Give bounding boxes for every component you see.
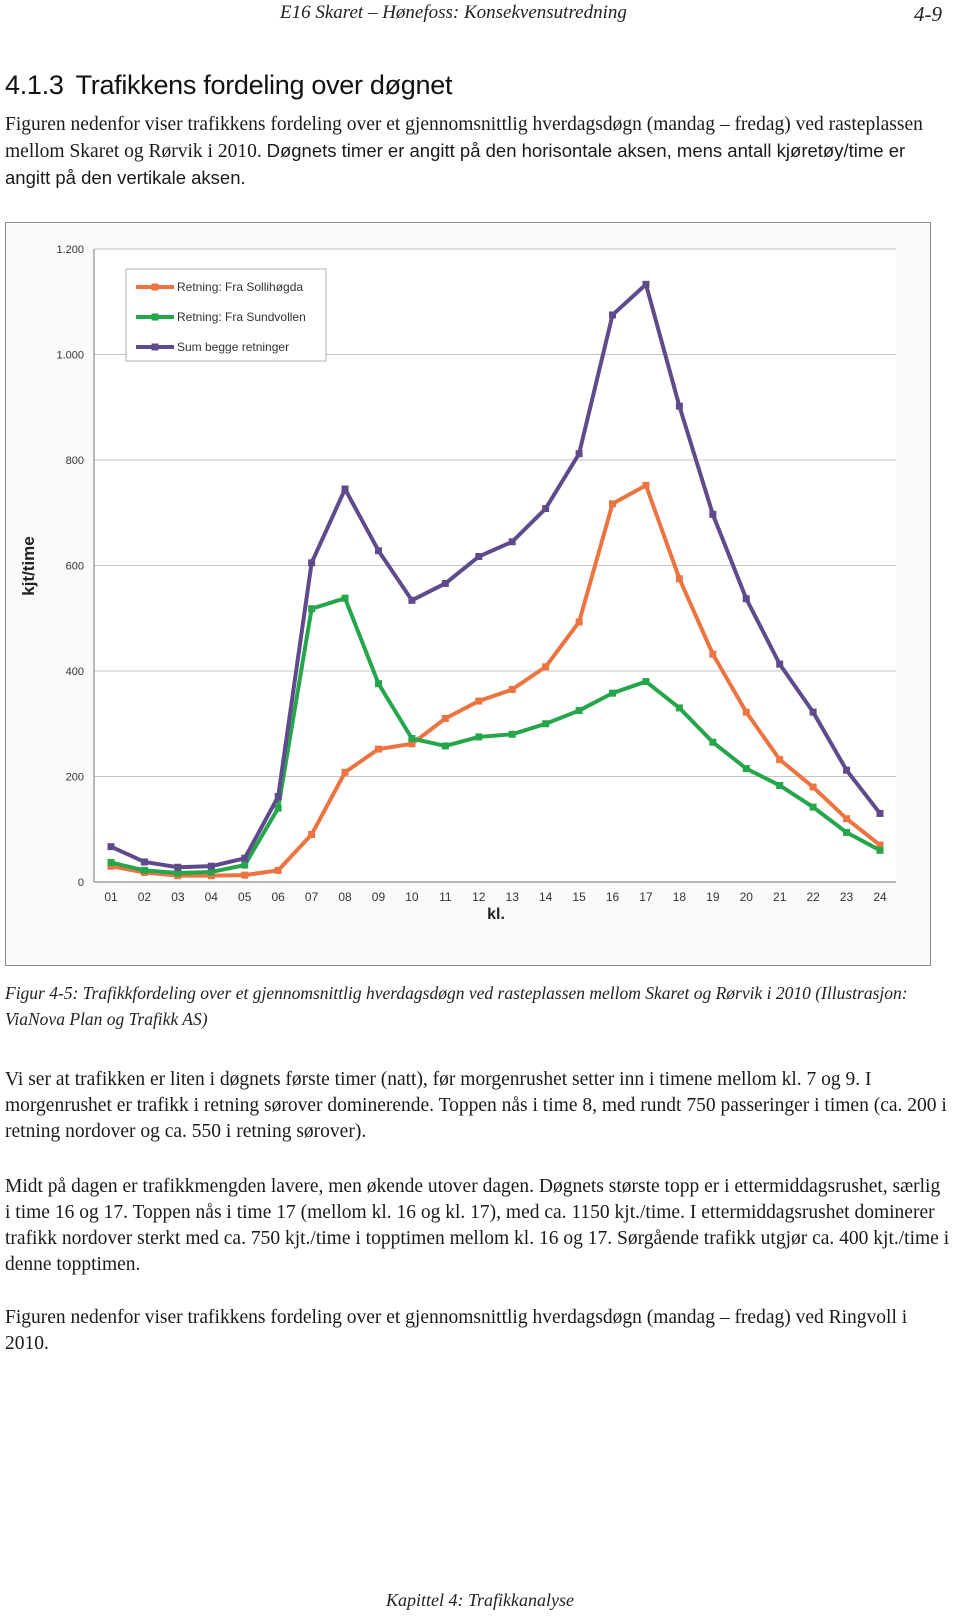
data-point — [642, 482, 649, 489]
intro-text-2: Døgnets timer er angitt på den horisontale aksen, mens antall kjøretøy/time er angitt på den vertikale aksen. — [5, 140, 906, 188]
data-point — [509, 686, 516, 693]
legend-label: Retning: Fra Sundvollen — [177, 310, 306, 324]
legend-label: Sum begge retninger — [177, 340, 290, 354]
data-point — [676, 704, 683, 711]
x-tick-label: 18 — [672, 890, 687, 904]
data-point — [275, 867, 282, 874]
page-number: 4-9 — [914, 2, 942, 26]
data-point — [408, 597, 415, 604]
data-point — [843, 767, 850, 774]
data-point — [709, 651, 716, 658]
data-point — [843, 829, 850, 836]
data-point — [709, 511, 716, 518]
data-point — [810, 804, 817, 811]
data-point — [509, 731, 516, 738]
data-point — [375, 746, 382, 753]
data-point — [442, 715, 449, 722]
x-tick-label: 15 — [572, 890, 586, 904]
x-tick-label: 12 — [472, 890, 486, 904]
data-point — [241, 855, 248, 862]
y-tick-label: 600 — [65, 560, 84, 573]
y-tick-label: 1.000 — [56, 349, 84, 362]
data-point — [576, 450, 583, 457]
x-tick-label: 24 — [873, 890, 887, 904]
data-point — [743, 709, 750, 716]
data-point — [776, 661, 783, 668]
data-point — [275, 805, 282, 812]
section-title: Trafikkens fordeling over døgnet — [75, 70, 453, 100]
data-point — [342, 486, 349, 493]
body-paragraph-1: Vi ser at trafikken er liten i døgnets første timer (natt), før morgenrushet setter inn i timene mellom kl. 7 og 9. I morgenrushet er trafikk i retning sørover dominerende. Toppen nås i time 8, med rundt 750 passeringer i timen (ca. 200 i retning nordover og ca. 550 i retning sørover). — [5, 1069, 947, 1142]
data-point — [743, 765, 750, 772]
data-point — [208, 863, 215, 870]
legend-marker — [152, 284, 159, 291]
y-tick-label: 1.200 — [56, 244, 84, 256]
data-point — [810, 784, 817, 791]
data-point — [810, 709, 817, 716]
y-tick-label: 0 — [77, 877, 84, 889]
x-tick-label: 21 — [773, 890, 787, 904]
x-tick-label: 23 — [839, 890, 854, 904]
data-point — [141, 858, 148, 865]
x-axis-label: kl. — [487, 906, 505, 923]
legend-label: Retning: Fra Sollihøgda — [177, 280, 304, 294]
data-point — [308, 605, 315, 612]
x-tick-label: 09 — [371, 890, 386, 904]
data-point — [542, 505, 549, 512]
data-point — [576, 707, 583, 714]
x-tick-label: 22 — [806, 890, 820, 904]
x-tick-label: 06 — [271, 890, 285, 904]
legend-marker — [152, 314, 159, 321]
traffic-chart — [5, 222, 931, 966]
figure-caption: Figur 4-5: Trafikkfordeling over et gjennomsnittlig hverdagsdøgn ved rasteplassen mellom Skaret og Rørvik i 2010 (Illustrasjon: ViaNova Plan og Trafikk AS) — [5, 983, 908, 1029]
body-paragraph-3: Figuren nedenfor viser trafikkens fordeling over et gjennomsnittlig hverdagsdøgn (mandag – fredag) ved Ringvoll i 2010. — [5, 1307, 908, 1354]
data-point — [676, 575, 683, 582]
data-point — [743, 595, 750, 602]
data-point — [408, 735, 415, 742]
data-point — [342, 595, 349, 602]
data-point — [609, 311, 616, 318]
data-point — [375, 547, 382, 554]
body-paragraph-2: Midt på dagen er trafikkmengden lavere, men økende utover dagen. Døgnets største topp er i ettermiddagsrushet, særlig i time 16 og 17. Toppen nås i time 17 (mellom kl. 16 og kl. 17), med ca. 1150 kjt./time. I ettermiddagsrushet dominerer trafikk nordover sterkt med ca. 750 kjt./time i topptimen mellom kl. 16 og 17. Sørgående trafikk utgjør ca. 400 kjt./time i denne topptimen. — [5, 1176, 950, 1275]
y-tick-label: 400 — [65, 666, 84, 678]
data-point — [877, 847, 884, 854]
x-tick-label: 02 — [137, 890, 152, 904]
x-tick-label: 01 — [104, 890, 118, 904]
data-point — [676, 403, 683, 410]
x-tick-label: 03 — [171, 890, 185, 904]
data-point — [542, 720, 549, 727]
x-tick-label: 13 — [505, 890, 519, 904]
intro-text-1: Figuren nedenfor viser trafikkens fordeling over et gjennomsnittlig hverdagsdøgn (mandag – fredag) ved rasteplassen mellom Skaret og Rørvik i 2010. — [5, 114, 923, 162]
x-tick-label: 05 — [238, 890, 252, 904]
data-point — [275, 793, 282, 800]
data-point — [776, 756, 783, 763]
data-point — [709, 739, 716, 746]
data-point — [308, 831, 315, 838]
data-point — [308, 559, 315, 566]
data-point — [375, 680, 382, 687]
x-tick-label: 11 — [439, 890, 452, 904]
data-point — [509, 538, 516, 545]
x-tick-label: 14 — [538, 890, 553, 904]
data-point — [108, 843, 115, 850]
y-axis-label: kjt/time — [19, 536, 38, 596]
data-point — [877, 810, 884, 817]
data-point — [642, 281, 649, 288]
data-point — [108, 859, 115, 866]
data-point — [542, 663, 549, 670]
x-tick-label: 08 — [338, 890, 352, 904]
chart-svg — [6, 223, 930, 965]
data-point — [609, 500, 616, 507]
x-tick-label: 19 — [706, 890, 720, 904]
y-tick-label: 800 — [65, 455, 84, 467]
data-point — [576, 618, 583, 625]
data-point — [442, 742, 449, 749]
x-tick-label: 04 — [204, 890, 218, 904]
data-point — [609, 690, 616, 697]
running-header-title: E16 Skaret – Hønefoss: Konsekvensutredning — [280, 2, 627, 23]
running-footer: Kapittel 4: Trafikkanalyse — [386, 1590, 574, 1610]
y-tick-label: 200 — [65, 771, 84, 784]
section-heading — [5, 70, 452, 101]
x-tick-label: 10 — [405, 890, 419, 904]
data-point — [442, 580, 449, 587]
x-tick-label: 16 — [605, 890, 620, 904]
x-tick-label: 17 — [639, 890, 653, 904]
data-point — [475, 733, 482, 740]
x-tick-label: 20 — [739, 890, 753, 904]
data-point — [174, 864, 181, 871]
section-number: 4.1.3 — [5, 70, 64, 100]
data-point — [241, 862, 248, 869]
data-point — [141, 867, 148, 874]
data-point — [475, 553, 482, 560]
legend-marker — [152, 344, 159, 351]
data-point — [475, 698, 482, 705]
data-point — [241, 872, 248, 879]
data-point — [642, 678, 649, 685]
x-tick-label: 07 — [304, 890, 319, 904]
data-point — [776, 782, 783, 789]
intro-paragraph — [5, 112, 950, 192]
data-point — [843, 815, 850, 822]
data-point — [342, 769, 349, 776]
